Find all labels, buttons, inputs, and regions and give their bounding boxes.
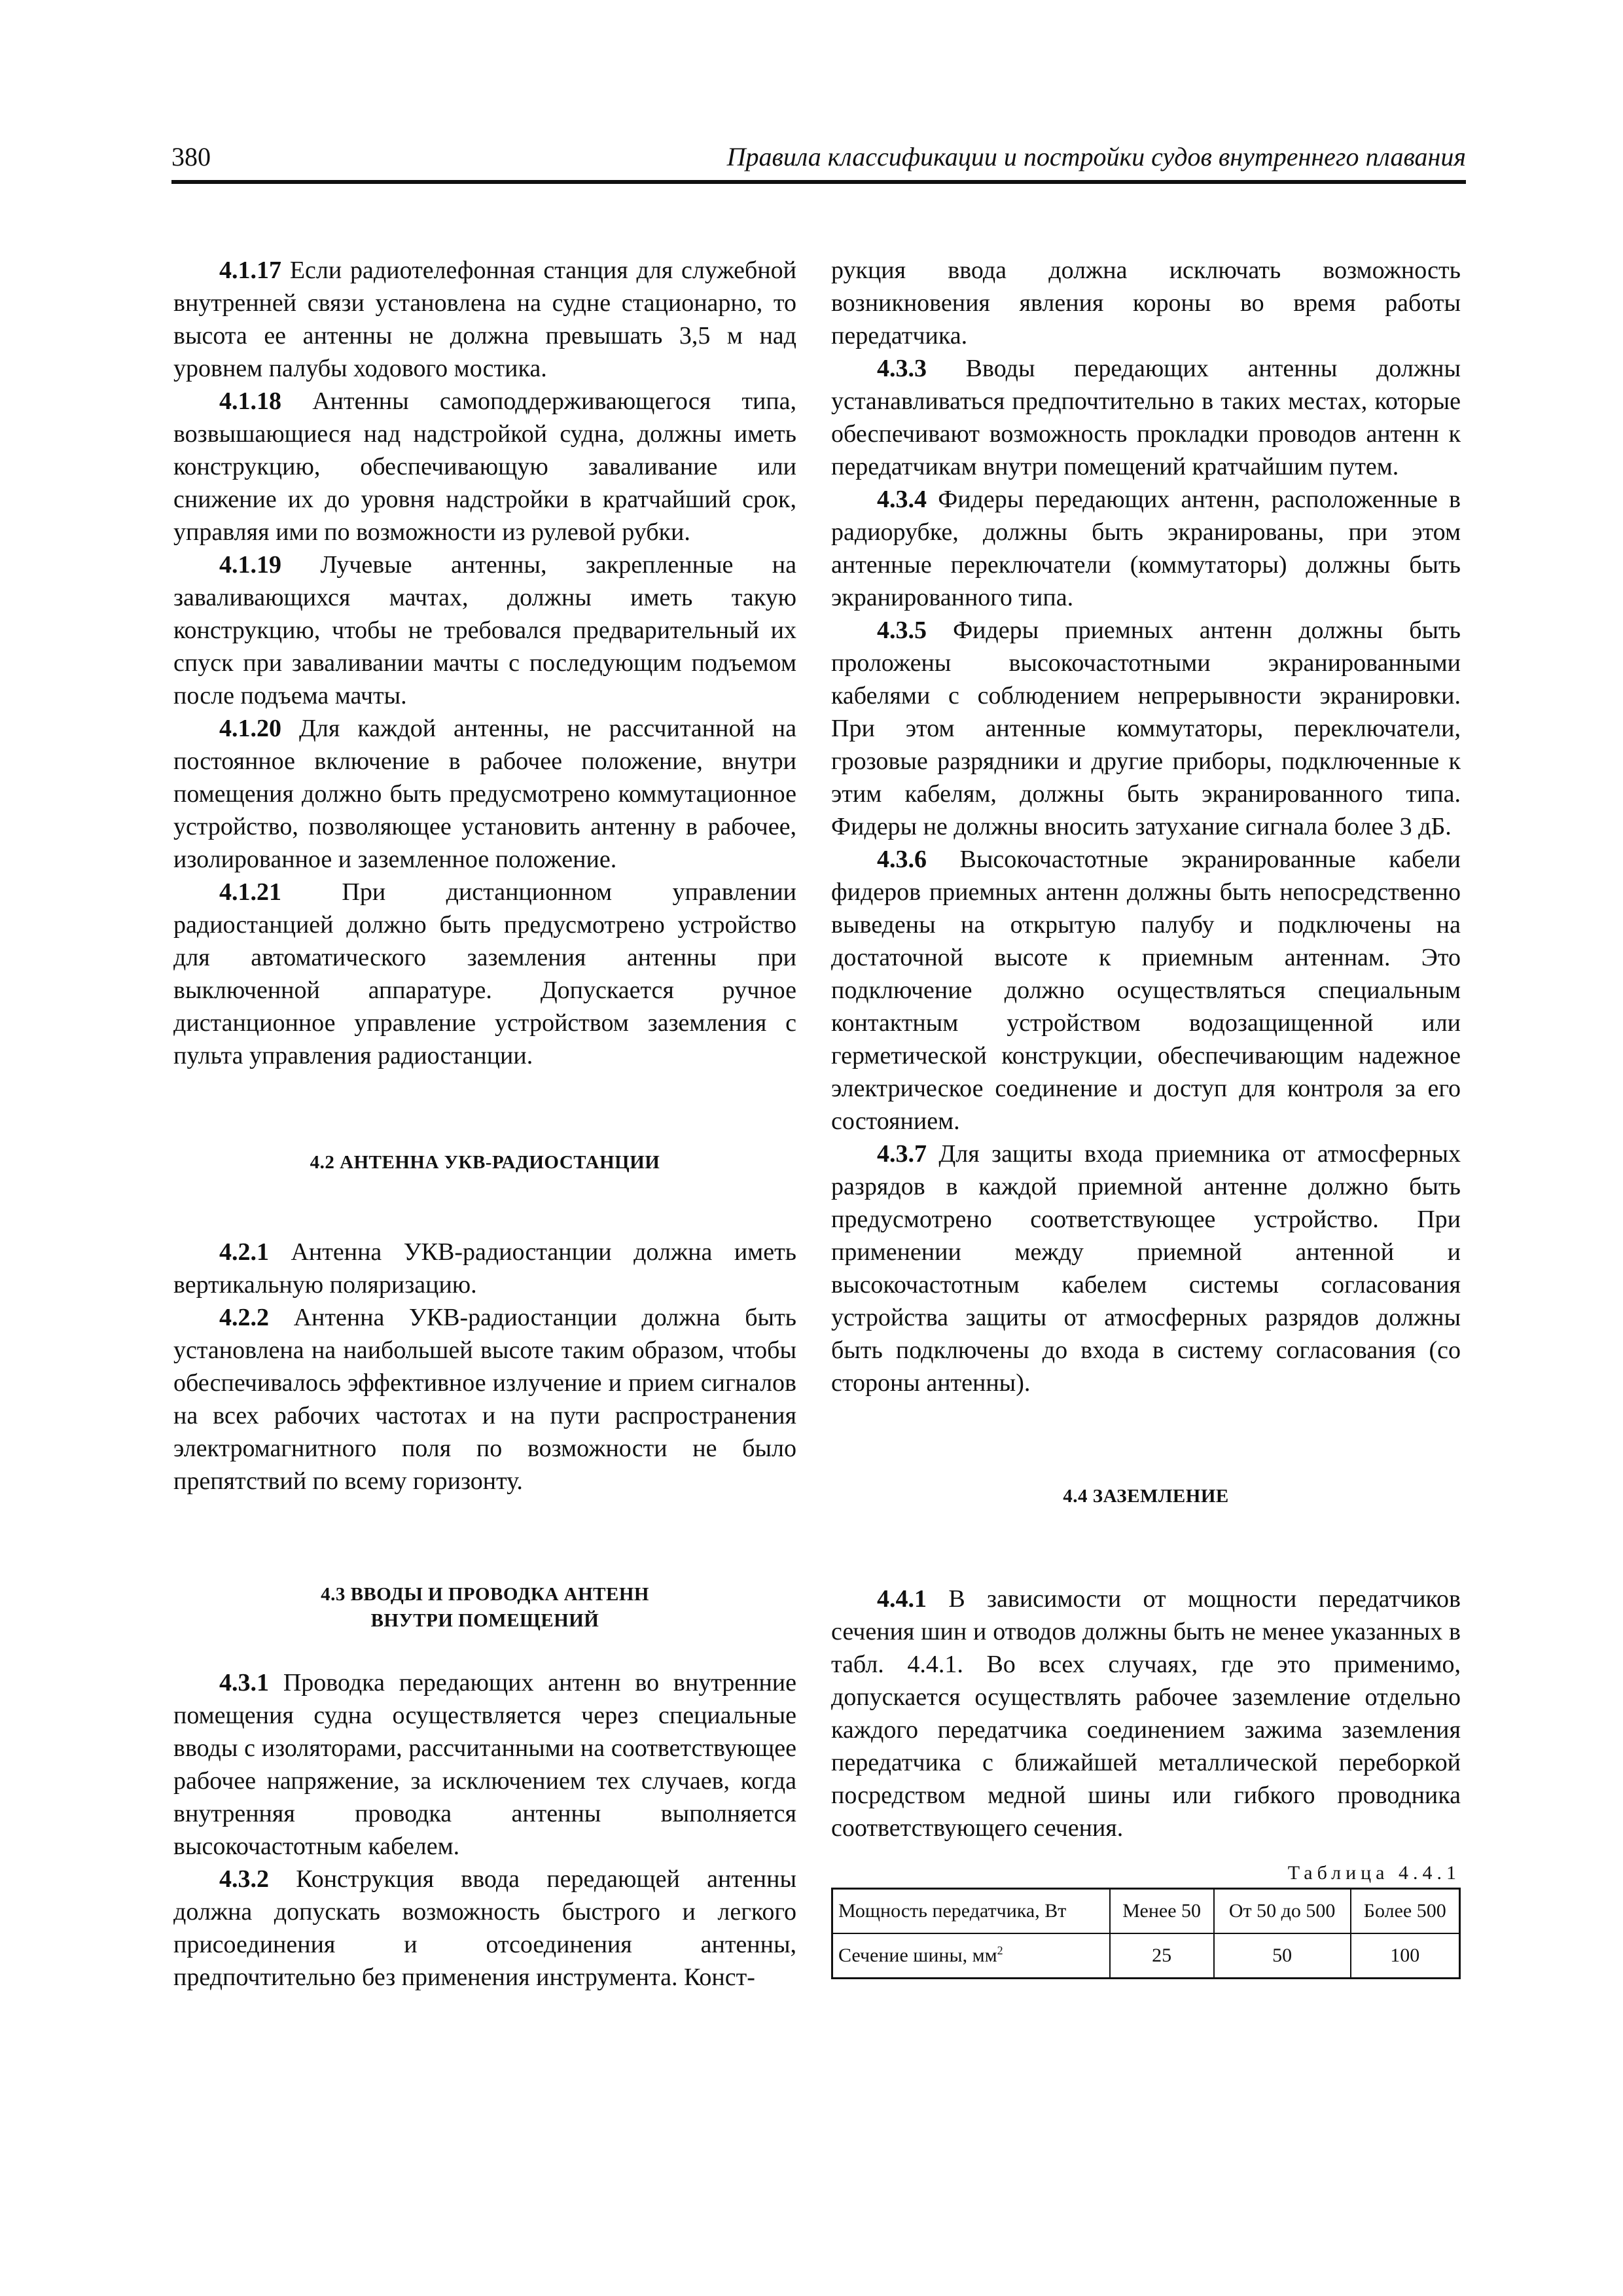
clause-text: Лучевые антенны, закрепленные на заваливающихся мачтах, должны иметь такую конструкцию, чтобы не требовался предварительный их спуск при заваливании мачты с последующим подъемом после подъема мачты. (173, 551, 797, 709)
page-header (171, 141, 1466, 184)
section-heading-4-4: 4.4 ЗАЗЕМЛЕНИЕ (1063, 1486, 1229, 1507)
table-row (832, 1933, 1460, 1979)
paragraph-4-4-1 (831, 1583, 1461, 1844)
clause-text: Если радиотелефонная станция для служебной внутренней связи установлена на судне стационарно, то высота ее антенны не должна превышать 3,5 м над уровнем палубы ходового мостика. (173, 257, 797, 382)
table-cell: 100 (1351, 1933, 1460, 1979)
clause-text: Фидеры приемных антенн должны быть проложены высокочастотными экранированными кабелями с соблюдением непрерывности экранировки. При этом антенные коммутаторы, переключатели, грозовые разрядники и другие приборы, подключенные к этим кабелям, должны быть экранированного типа. Фидеры не должны вносить затухание сигнала более 3 дБ. (831, 617, 1461, 840)
running-title: Правила классификации и постройки судов внутреннего плавания (726, 142, 1466, 171)
clause-number: 4.3.7 (877, 1140, 927, 1168)
left-column (173, 254, 796, 1994)
paragraph-4-2-1 (173, 1236, 796, 1301)
section-heading-line: ВНУТРИ ПОМЕЩЕНИЙ (370, 1610, 599, 1631)
table-cell: 50 (1214, 1933, 1351, 1979)
paragraph-4-3-2-continued: рукция ввода должна исключать возможность возникновения явления короны во время работы передатчика. (831, 257, 1461, 350)
table-header-cell: Более 500 (1351, 1889, 1460, 1934)
table-caption: Таблица 4.4.1 (1287, 1862, 1461, 1884)
paragraph-4-3-6 (831, 843, 1461, 1138)
clause-number: 4.2.2 (219, 1304, 269, 1331)
table-header-cell: Мощность передатчика, Вт (832, 1889, 1110, 1934)
paragraph-4-1-17 (173, 254, 796, 385)
table-cell: 25 (1110, 1933, 1214, 1979)
busbar-section-table (831, 1888, 1461, 1979)
clause-text: Антенна УКВ-радиостанции должна быть установлена на наибольшей высоте таким образом, чтобы обеспечивалось эффективное излучение и прием сигналов на всех рабочих частотах и на пути распространения электромагнитного поля по возможности не было препятствий по всему горизонту. (173, 1304, 796, 1495)
clause-number: 4.1.21 (219, 878, 281, 906)
paragraph-4-1-21 (173, 876, 796, 1072)
clause-number: 4.2.1 (219, 1238, 269, 1266)
clause-text: Для защиты входа приемника от атмосферных разрядов в каждой приемной антенне должно быть предусмотрено соответствующее устройство. При применении между приемной антенной и высокочастотным кабелем системы согласования устройства защиты от атмосферных разрядов должны быть подключены до входа в систему согласования (со стороны антенны). (831, 1140, 1461, 1397)
clause-number: 4.3.1 (219, 1669, 269, 1696)
paragraph-4-1-18 (173, 385, 796, 548)
row-label-text: Сечение шины, мм (838, 1945, 997, 1966)
paragraph-4-3-3 (831, 352, 1461, 483)
paragraph-4-3-1 (173, 1666, 796, 1863)
paragraph-4-3-2 (173, 1863, 796, 1994)
table-header-row (832, 1889, 1460, 1934)
unit-superscript: 2 (997, 1944, 1003, 1957)
section-heading-line: 4.3 ВВОДЫ И ПРОВОДКА АНТЕНН (321, 1584, 649, 1605)
clause-number: 4.1.19 (219, 551, 281, 579)
paragraph-4-2-2 (173, 1301, 796, 1498)
clause-text: Конструкция ввода передающей антенны должна допускать возможность быстрого и легкого присоединения и отсоединения антенны, предпочтительно без применения инструмента. Конст- (173, 1865, 796, 1991)
clause-text: Антенны самоподдерживающегося типа, возвышающиеся над надстройкой судна, должны иметь конструкцию, обеспечивающую заваливание или снижение их до уровня надстройки в кратчайший срок, управляя ими по возможности из рулевой рубки. (173, 387, 797, 546)
clause-number: 4.3.6 (877, 846, 927, 873)
clause-number: 4.1.18 (219, 387, 281, 415)
clause-number: 4.1.20 (219, 715, 281, 742)
paragraph-4-1-19 (173, 548, 796, 712)
paragraph-4-3-7 (831, 1138, 1461, 1399)
paragraph-4-3-5 (831, 614, 1461, 843)
paragraph-4-3-4 (831, 483, 1461, 614)
right-column (831, 254, 1461, 1979)
clause-number: 4.3.4 (877, 486, 927, 513)
clause-text: Антенна УКВ-радиостанции должна иметь вертикальную поляризацию. (173, 1238, 797, 1299)
clause-text: Проводка передающих антенн во внутренние помещения судна осуществляется через специальные вводы с изоляторами, рассчитанными на соответствующее рабочее напряжение, за исключением тех случаев, когда внутренняя проводка антенны выполняется высокочастотным кабелем. (173, 1669, 797, 1860)
clause-text: Для каждой антенны, не рассчитанной на постоянное включение в рабочее положение, внутри помещения должно быть предусмотрено коммутационное устройство, позволяющее установить антенну в рабочее, изолированное и заземленное положение. (173, 715, 796, 873)
clause-text: В зависимости от мощности передатчиков сечения шин и отводов должны быть не менее указанных в табл. 4.4.1. Во всех случаях, где это применимо, допускается осуществлять рабочее заземление отдельно каждого передатчика соединением зажима заземления передатчика с ближайшей металлической переборкой посредством медной шины или гибкого проводника соответствующего сечения. (831, 1585, 1461, 1842)
clause-text: Вводы передающих антенны должны устанавливаться предпочтительно в таких местах, которые обеспечивают возможность прокладки проводов антенн к передатчикам внутри помещений кратчайшим путем. (831, 355, 1461, 480)
table-header-cell: От 50 до 500 (1214, 1889, 1351, 1934)
clause-number: 4.1.17 (219, 257, 281, 284)
page-number: 380 (171, 142, 211, 171)
clause-text: Высокочастотные экранированные кабели фидеров приемных антенн должны быть непосредственно выведены на открытую палубу и подключены на достаточной высоте к приемным антеннам. Это подключение должно осуществляться специальным контактным устройством водозащищенной или герметической конструкции, обеспечивающим надежное электрическое соединение и доступ для контроля за его состоянием. (831, 846, 1461, 1135)
section-heading-4-2: 4.2 АНТЕННА УКВ-РАДИОСТАНЦИИ (310, 1152, 660, 1173)
clause-text: При дистанционном управлении радиостанцией должно быть предусмотрено устройство для автоматического заземления антенны при выключенной аппаратуре. Допускается ручное дистанционное управление устройством заземления с пульта управления радиостанции. (173, 878, 796, 1069)
clause-number: 4.3.3 (877, 355, 927, 382)
clause-number: 4.3.5 (877, 617, 927, 644)
table-row-label (832, 1933, 1110, 1979)
clause-number: 4.3.2 (219, 1865, 269, 1893)
paragraph-4-1-20 (173, 712, 796, 876)
section-heading-4-3 (173, 1581, 796, 1634)
clause-text: Фидеры передающих антенн, расположенные в радиорубке, должны быть экранированы, при этом антенные переключатели (коммутаторы) должны быть экранированного типа. (831, 486, 1461, 611)
table-header-cell: Менее 50 (1110, 1889, 1214, 1934)
clause-number: 4.4.1 (877, 1585, 927, 1613)
